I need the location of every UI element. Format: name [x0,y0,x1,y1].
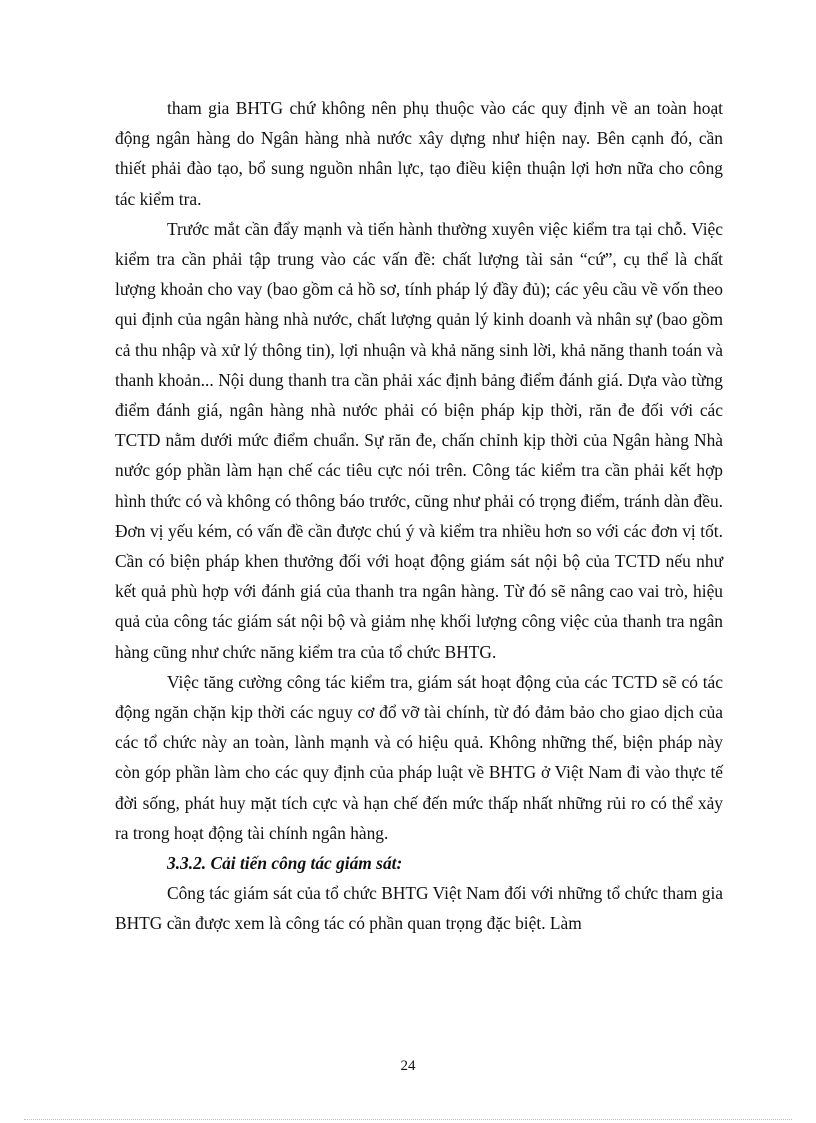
page-bottom-divider [24,1119,792,1120]
paragraph-continuation: tham gia BHTG chứ không nên phụ thuộc vào các quy định về an toàn hoạt động ngân hàng do Ngân hàng nhà nước xây dựng như hiện nay. Bên cạnh đó, cần thiết phải đào tạo, bổ sung nguồn nhân lực, tạo điều kiện thuận lợi hơn nữa cho công tác kiểm tra. [115,98,723,209]
paragraph-strengthening: Việc tăng cường công tác kiểm tra, giám sát hoạt động của các TCTD sẽ có tác động ngăn chặn kịp thời các nguy cơ đổ vỡ tài chính, từ đó đảm bảo cho giao dịch của các tổ chức này an toàn, lành mạnh và có hiệu quả. Không những thế, biện pháp này còn góp phần làm cho các quy định của pháp luật về BHTG ở Việt Nam đi vào thực tế đời sống, phát huy mặt tích cực và hạn chế đến mức thấp nhất những rủi ro có thể xảy ra trong hoạt động tài chính ngân hàng. [115,671,723,843]
paragraph-supervision: Công tác giám sát của tổ chức BHTG Việt Nam đối với những tổ chức tham gia BHTG cần được xem là công tác có phần quan trọng đặc biệt. Làm [115,883,723,934]
section-heading: 3.3.2. Cải tiến công tác giám sát: [167,853,403,874]
body-text [115,93,723,939]
page-number: 24 [400,1058,416,1074]
paragraph-inspection: Trước mắt cần đẩy mạnh và tiến hành thường xuyên việc kiểm tra tại chỗ. Việc kiểm tra cần phải tập trung vào các vấn đề: chất lượng tài sản “cứ”, cụ thể là chất lượng khoản cho vay (bao gồm cả hồ sơ, tính pháp lý đầy đủ); các yêu cầu về vốn theo qui định của ngân hàng nhà nước, chất lượng quản lý kinh doanh và nhân sự (bao gồm cả thu nhập và xử lý thông tin), lợi nhuận và khả năng sinh lời, khả năng thanh toán và thanh khoản... Nội dung thanh tra cần phải xác định bảng điểm đánh giá. Dựa vào từng điểm đánh giá, ngân hàng nhà nước phải có biện pháp kịp thời, răn đe đối với các TCTD nằm dưới mức điểm chuẩn. Sự răn đe, chấn chỉnh kịp thời của Ngân hàng Nhà nước góp phần làm hạn chế các tiêu cực nói trên. Công tác kiểm tra cần phải kết hợp hình thức có và không có thông báo trước, cũng như phải có trọng điểm, tránh dàn đều. Đơn vị yếu kém, có vấn đề cần được chú ý và kiểm tra nhiều hơn so với các đơn vị tốt. Cần có biện pháp khen thưởng đối với hoạt động giám sát nội bộ của TCTD nếu như kết quả phù hợp với đánh giá của thanh tra ngân hàng. Từ đó sẽ nâng cao vai trò, hiệu quả của công tác giám sát nội bộ và giảm nhẹ khối lượng công việc của thanh tra ngân hàng cũng như chức năng kiểm tra của tổ chức BHTG. [115,218,723,662]
